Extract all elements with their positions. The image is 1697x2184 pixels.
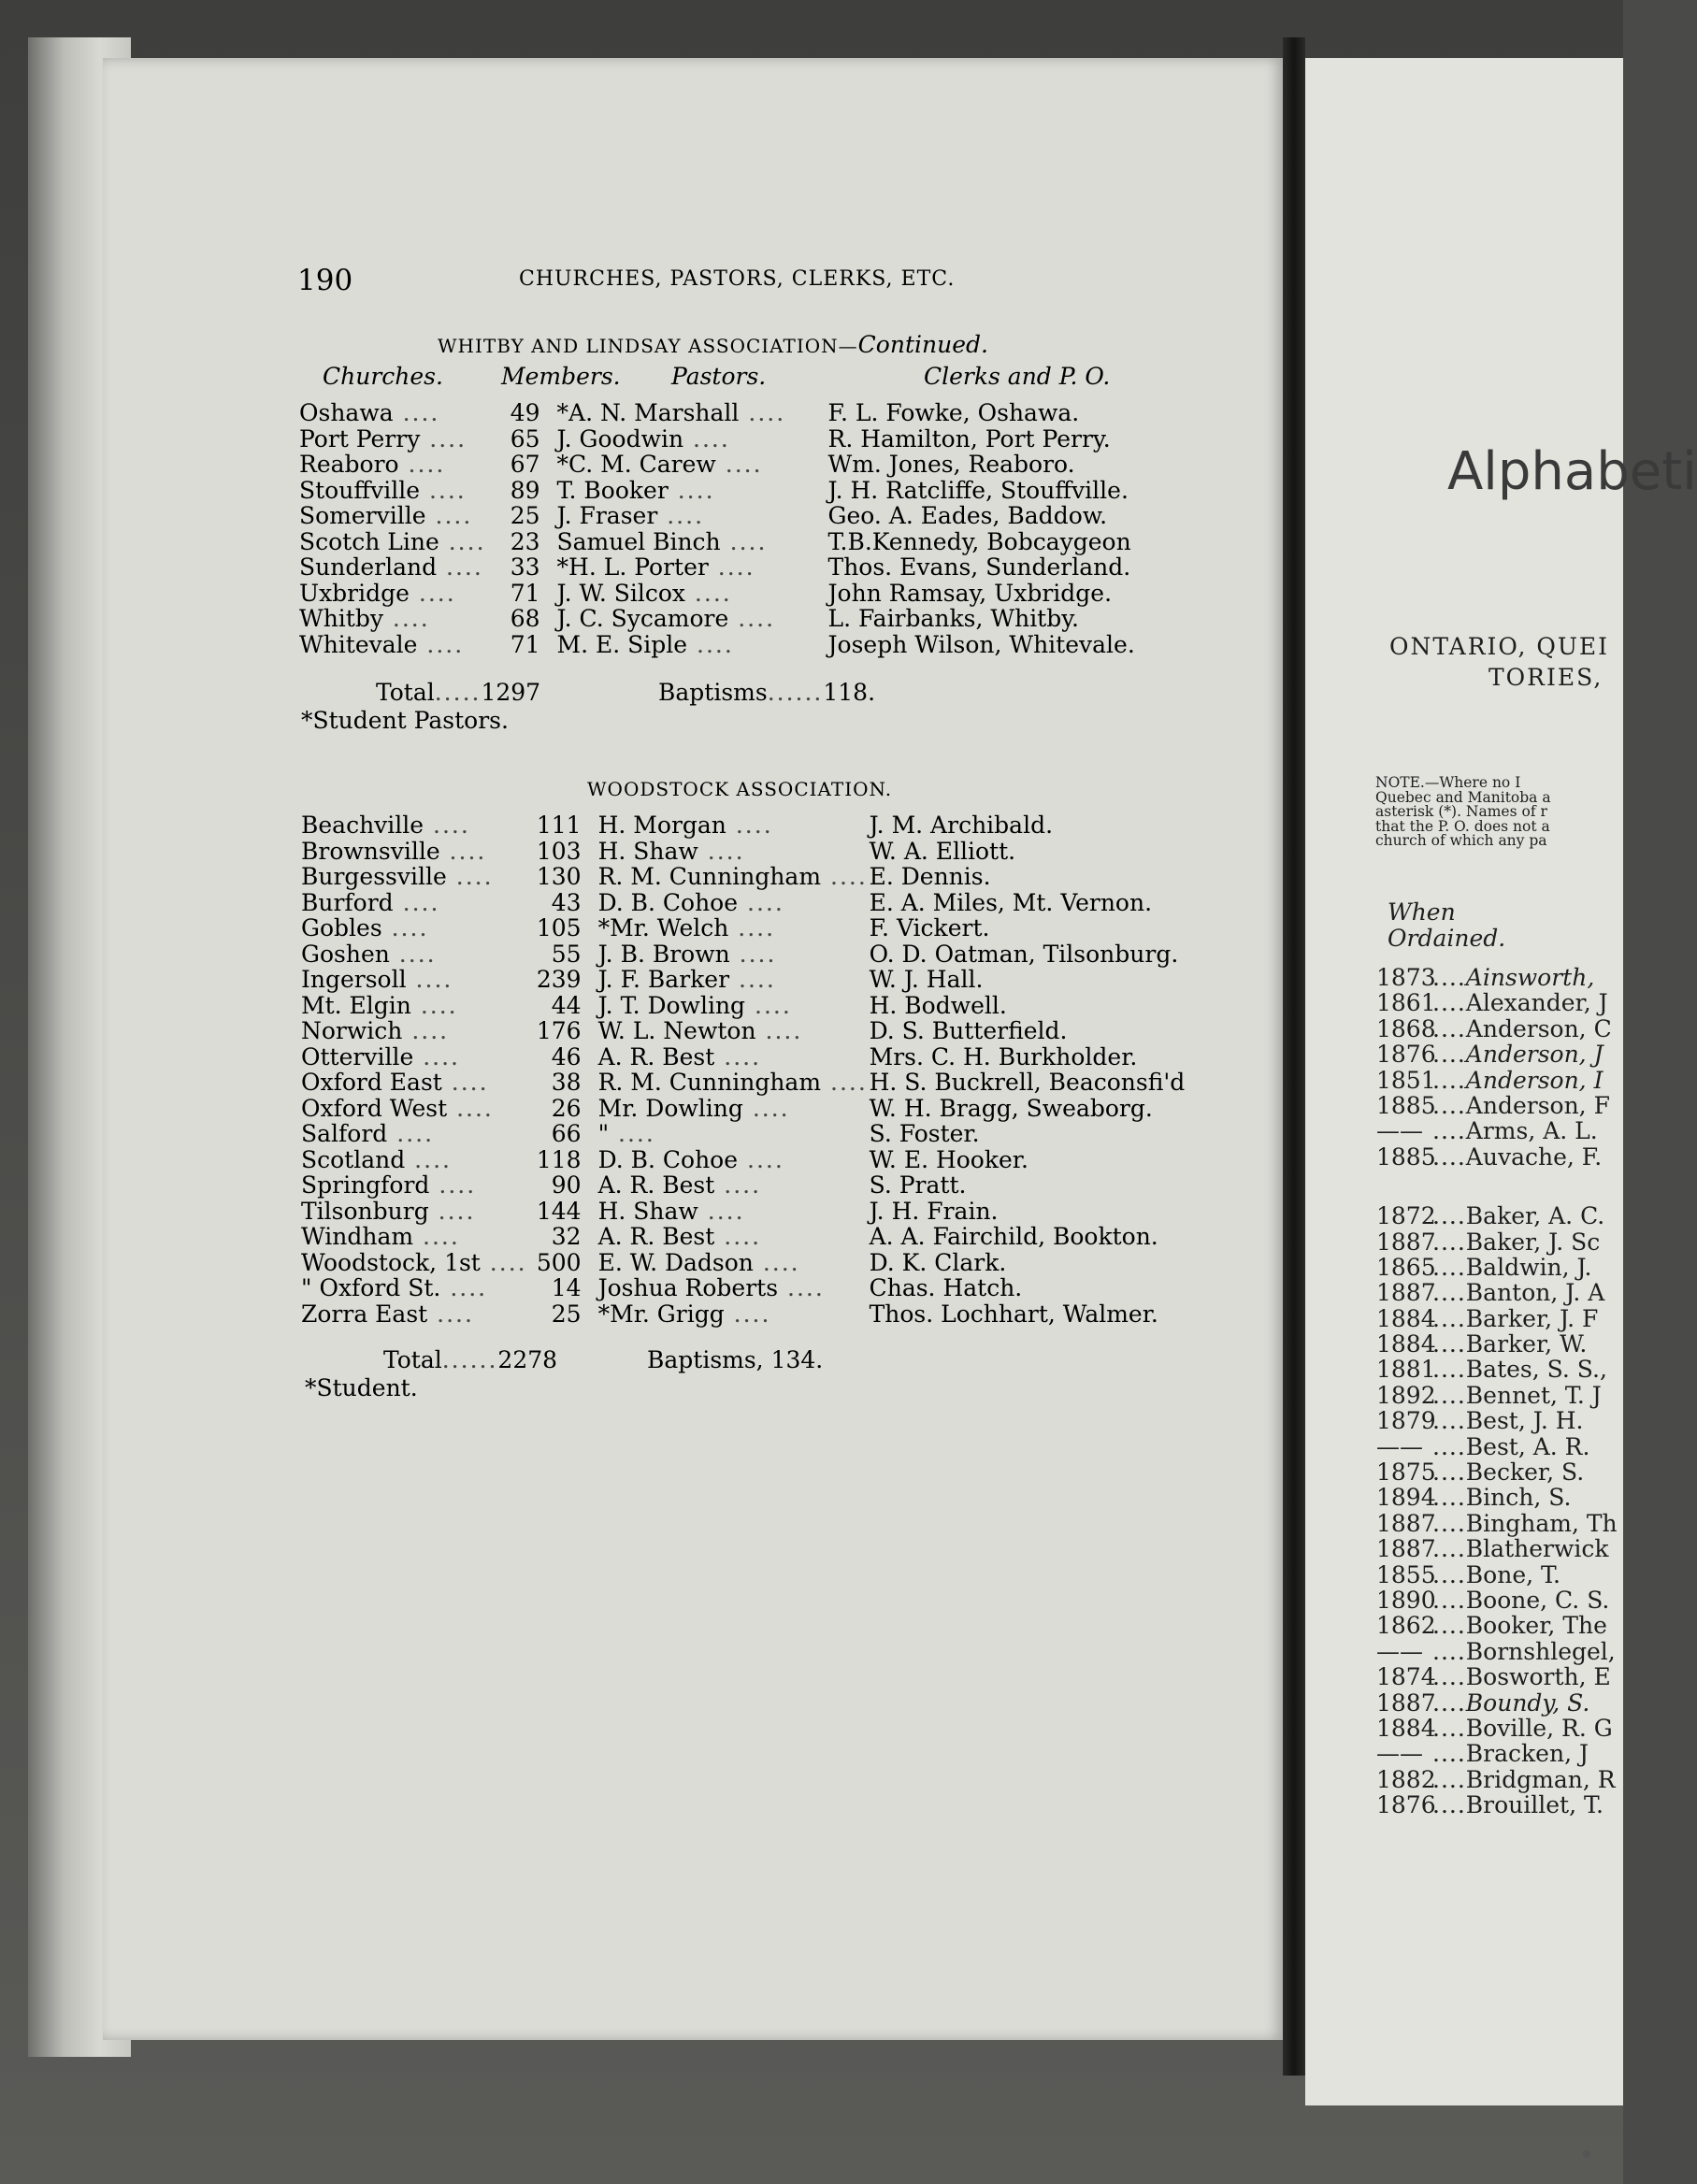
whitby-total-label: Total — [376, 679, 435, 706]
pastor-name: Bingham, Th — [1465, 1509, 1618, 1537]
ordained-year: 1872 — [1376, 1202, 1436, 1230]
ordained-year: 1885 — [1376, 1091, 1436, 1119]
clerk-cell: J. H. Frain. — [869, 1197, 999, 1225]
page-mark — [1583, 2150, 1590, 2158]
whitby-baptisms-label: Baptisms — [658, 679, 768, 706]
table-row — [299, 400, 1135, 426]
header-pastors: Pastors. — [671, 363, 767, 390]
members-cell: 71 — [510, 630, 540, 658]
pastor-name: Anderson, F — [1465, 1091, 1610, 1119]
pastor-cell: J. Goodwin .... — [556, 424, 730, 453]
list-item: 1872....Baker, A. C. — [1376, 1202, 1605, 1230]
pastor-name: Boone, C. S. — [1465, 1586, 1610, 1614]
table-row — [301, 993, 1185, 1019]
list-item: 1861....Alexander, J — [1376, 989, 1608, 1017]
church-cell: Port Perry .... — [299, 424, 467, 453]
pastor-name: Bone, T. — [1465, 1560, 1560, 1588]
right-page-note — [1375, 776, 1551, 849]
pastor-index-list — [1376, 965, 1618, 1818]
list-item: 1855....Bone, T. — [1376, 1560, 1560, 1588]
table-row — [301, 1070, 1185, 1096]
pastor-name: Becker, S. — [1465, 1458, 1585, 1487]
pastor-cell: R. M. Cunningham .... — [597, 1069, 868, 1096]
table-row — [301, 1121, 1185, 1147]
clerk-cell: Thos. Evans, Sunderland. — [827, 553, 1131, 581]
note-line: church of which any pa — [1375, 832, 1547, 849]
ordained-year: 1875 — [1376, 1458, 1436, 1487]
ordained-year: 1887 — [1376, 1228, 1436, 1256]
woodstock-total-label: Total — [383, 1346, 442, 1373]
members-cell: 90 — [551, 1171, 582, 1199]
whitby-baptisms-value: 118. — [823, 679, 876, 706]
ordained-year: 1861 — [1376, 989, 1436, 1017]
clerk-cell: L. Fairbanks, Whitby. — [827, 605, 1079, 632]
church-cell: Gobles .... — [301, 914, 429, 941]
table-row — [299, 554, 1135, 581]
whitby-baptisms: Baptisms......118. — [658, 679, 876, 706]
church-cell: Salford .... — [301, 1120, 435, 1147]
members-cell: 105 — [536, 914, 582, 941]
table-row — [301, 941, 1185, 968]
clerk-cell: A. A. Fairchild, Bookton. — [869, 1223, 1158, 1250]
church-cell: Whitby .... — [299, 605, 430, 632]
ordained-year: —— — [1376, 1432, 1423, 1460]
pastor-cell: J. W. Silcox .... — [556, 579, 732, 607]
list-item: 1884....Barker, J. F — [1376, 1304, 1599, 1332]
clerk-cell: D. S. Butterfield. — [869, 1017, 1068, 1044]
table-row — [301, 967, 1185, 993]
pastor-cell: A. R. Best .... — [597, 1171, 762, 1199]
ordained-year: 1876 — [1376, 1791, 1436, 1819]
header-clerks: Clerks and P. O. — [924, 363, 1111, 390]
church-cell: Tilsonburg .... — [301, 1197, 476, 1225]
ordained-year: 1892 — [1376, 1381, 1436, 1409]
pastor-cell: *Mr. Welch .... — [597, 914, 776, 941]
pastor-cell: *A. N. Marshall .... — [556, 399, 786, 426]
members-cell: 33 — [510, 553, 540, 581]
list-item: 1876....Brouillet, T. — [1376, 1791, 1604, 1819]
woodstock-footnote: *Student. — [305, 1374, 418, 1401]
list-item: 1882....Bridgman, R — [1376, 1765, 1616, 1793]
members-cell: 71 — [510, 579, 540, 607]
pastor-name: Brouillet, T. — [1465, 1791, 1604, 1819]
clerk-cell: Chas. Hatch. — [869, 1274, 1023, 1301]
table-row — [301, 839, 1185, 865]
members-cell: 176 — [536, 1017, 582, 1044]
whitby-total: Total.....1297 — [376, 679, 541, 706]
members-cell: 49 — [510, 399, 540, 426]
pastor-name: Auvache, F. — [1465, 1142, 1603, 1171]
members-cell: 25 — [551, 1300, 582, 1328]
church-cell: Scotch Line .... — [299, 527, 486, 555]
ordained-year: 1865 — [1376, 1253, 1436, 1281]
clerk-cell: W. J. Hall. — [869, 966, 984, 993]
woodstock-total: Total......2278 — [383, 1346, 558, 1373]
pastor-cell: Joshua Roberts .... — [597, 1274, 825, 1301]
clerk-cell: W. H. Bragg, Sweaborg. — [869, 1094, 1153, 1122]
clerk-cell: J. M. Archibald. — [869, 812, 1054, 839]
church-cell: Beachville .... — [301, 812, 470, 839]
clerk-cell: Wm. Jones, Reaboro. — [827, 451, 1075, 478]
list-item: 1887....Bingham, Th — [1376, 1509, 1618, 1537]
list-item: 1884....Boville, R. G — [1376, 1714, 1613, 1742]
clerk-cell: E. Dennis. — [869, 863, 991, 890]
members-cell: 66 — [551, 1120, 582, 1147]
members-cell: 23 — [510, 527, 540, 555]
note-line: asterisk (*). Names of r — [1375, 803, 1547, 820]
woodstock-total-value: 2278 — [497, 1346, 558, 1373]
church-cell: Goshen .... — [301, 940, 437, 968]
clerk-cell: T.B.Kennedy, Bobcaygeon — [827, 527, 1131, 555]
church-cell: Scotland .... — [301, 1145, 452, 1173]
members-cell: 44 — [551, 991, 582, 1019]
ordained-year: 1876 — [1376, 1041, 1436, 1069]
church-cell: Sunderland .... — [299, 553, 483, 581]
ordained-year: —— — [1376, 1117, 1423, 1145]
list-item: 1865....Baldwin, J. — [1376, 1253, 1592, 1281]
section-continued-label: Continued. — [857, 331, 988, 358]
list-item: 1851....Anderson, I — [1376, 1066, 1604, 1094]
list-item: 1885....Auvache, F. — [1376, 1142, 1603, 1171]
ordained-year: 1855 — [1376, 1560, 1436, 1588]
table-row — [301, 915, 1185, 941]
members-cell: 144 — [536, 1197, 582, 1225]
ordained-year: 1887 — [1376, 1535, 1436, 1563]
page-number: 190 — [297, 264, 353, 297]
woodstock-table — [301, 812, 1185, 1327]
clerk-cell: Geo. A. Eades, Baddow. — [827, 502, 1108, 529]
pastor-cell: J. F. Barker .... — [597, 966, 776, 993]
clerk-cell: F. Vickert. — [869, 914, 990, 941]
ordained-year: 1879 — [1376, 1407, 1436, 1435]
members-cell: 89 — [510, 476, 540, 504]
pastor-name: Baker, J. Sc — [1465, 1228, 1601, 1256]
ordained-year: —— — [1376, 1637, 1423, 1665]
ordained-year: 1874 — [1376, 1663, 1436, 1691]
clerk-cell: H. Bodwell. — [869, 991, 1007, 1019]
pastor-name: Alexander, J — [1465, 989, 1608, 1017]
pastor-name: Anderson, I — [1465, 1066, 1604, 1094]
list-item: —— ....Arms, A. L. — [1376, 1117, 1598, 1145]
members-cell: 32 — [551, 1223, 582, 1250]
clerk-cell: W. A. Elliott. — [869, 837, 1016, 865]
ordained-year: 1884 — [1376, 1304, 1436, 1332]
pastor-cell: J. Fraser .... — [556, 502, 705, 529]
table-row — [301, 1199, 1185, 1225]
members-cell: 500 — [536, 1248, 582, 1276]
pastor-cell: W. L. Newton .... — [597, 1017, 803, 1044]
table-row — [301, 1018, 1185, 1044]
members-cell: 65 — [510, 424, 540, 453]
church-cell: " Oxford St. .... — [301, 1274, 488, 1301]
pastor-cell: H. Morgan .... — [597, 812, 773, 839]
pastor-name: Ainsworth, — [1465, 964, 1595, 991]
table-row — [299, 632, 1135, 658]
pastor-cell: T. Booker .... — [556, 476, 715, 504]
ordained-year: 1868 — [1376, 1014, 1436, 1042]
list-item: 1868....Anderson, C — [1376, 1014, 1612, 1042]
section-title-woodstock: WOODSTOCK ASSOCIATION. — [587, 778, 893, 800]
clerk-cell: Mrs. C. H. Burkholder. — [869, 1042, 1138, 1070]
ordained-year: 1887 — [1376, 1509, 1436, 1537]
members-cell: 26 — [551, 1094, 582, 1122]
ordained-year: 1851 — [1376, 1066, 1436, 1094]
members-cell: 46 — [551, 1042, 582, 1070]
ordained-year: —— — [1376, 1740, 1423, 1768]
clerk-cell: E. A. Miles, Mt. Vernon. — [869, 888, 1153, 916]
pastor-cell: J. T. Dowling .... — [597, 991, 792, 1019]
pastor-name: Bracken, J — [1465, 1740, 1589, 1768]
ordained-header-line-1: When — [1388, 898, 1456, 926]
members-cell: 118 — [536, 1145, 582, 1173]
church-cell: Oshawa .... — [299, 399, 440, 426]
members-cell: 38 — [551, 1069, 582, 1096]
members-cell: 111 — [536, 812, 582, 839]
list-item: 1875....Becker, S. — [1376, 1458, 1585, 1487]
list-item: 1874....Bosworth, E — [1376, 1663, 1611, 1691]
members-cell: 68 — [510, 605, 540, 632]
table-row — [301, 1096, 1185, 1122]
list-item: 1892....Bennet, T. J — [1376, 1381, 1602, 1409]
pastor-name: Binch, S. — [1465, 1484, 1572, 1512]
table-row — [301, 812, 1185, 839]
right-page-subtitle-1: ONTARIO, QUEI — [1389, 633, 1610, 660]
book-gutter — [1283, 37, 1305, 2076]
members-cell: 130 — [536, 863, 582, 890]
members-cell: 25 — [510, 502, 540, 529]
table-row — [299, 581, 1135, 607]
church-cell: Ingersoll .... — [301, 966, 453, 993]
pastor-cell: A. R. Best .... — [597, 1042, 762, 1070]
church-cell: Oxford West .... — [301, 1094, 494, 1122]
clerk-cell: Thos. Lochhart, Walmer. — [869, 1300, 1158, 1328]
church-cell: Burford .... — [301, 888, 440, 916]
list-item: 1887....Baker, J. Sc — [1376, 1228, 1601, 1256]
pastor-cell: H. Shaw .... — [597, 837, 745, 865]
church-cell: Windham .... — [301, 1223, 460, 1250]
ordained-year: 1884 — [1376, 1714, 1436, 1742]
table-row — [299, 503, 1135, 529]
pastor-name: Bennet, T. J — [1465, 1381, 1602, 1409]
pastor-name: Banton, J. A — [1465, 1279, 1605, 1307]
church-cell: Norwich .... — [301, 1017, 450, 1044]
list-item: 1890....Boone, C. S. — [1376, 1586, 1610, 1614]
church-cell: Woodstock, 1st .... — [301, 1248, 527, 1276]
church-cell: Brownsville .... — [301, 837, 487, 865]
pastor-name: Best, J. H. — [1465, 1407, 1584, 1435]
ordained-year: 1862 — [1376, 1612, 1436, 1640]
table-row — [299, 426, 1135, 453]
pastor-name: Arms, A. L. — [1465, 1117, 1598, 1145]
list-item: 1887....Blatherwick — [1376, 1535, 1609, 1563]
church-cell: Oxford East .... — [301, 1069, 489, 1096]
pastor-cell: *Mr. Grigg .... — [597, 1300, 771, 1328]
whitby-total-value: 1297 — [481, 679, 541, 706]
list-item: 1894....Binch, S. — [1376, 1484, 1572, 1512]
ordained-year: 1890 — [1376, 1586, 1436, 1614]
list-item: 1884....Barker, W. — [1376, 1330, 1588, 1358]
list-item: 1881....Bates, S. S., — [1376, 1356, 1607, 1384]
pastor-name: Blatherwick — [1465, 1535, 1609, 1563]
section-title-whitby-text: WHITBY AND LINDSAY ASSOCIATION— — [438, 335, 858, 357]
table-row — [299, 478, 1135, 504]
table-row — [299, 452, 1135, 478]
note-line: that the P. O. does not a — [1375, 817, 1550, 835]
note-line: NOTE.—Where no I — [1375, 774, 1521, 791]
list-item: —— ....Bornshlegel, — [1376, 1637, 1616, 1665]
ordained-year: 1887 — [1376, 1688, 1436, 1717]
table-row — [299, 606, 1135, 632]
running-title: CHURCHES, PASTORS, CLERKS, ETC. — [519, 267, 956, 291]
clerk-cell: J. H. Ratcliffe, Stouffville. — [827, 476, 1129, 504]
ordained-year: 1881 — [1376, 1356, 1436, 1384]
members-cell: 67 — [510, 451, 540, 478]
pastor-cell: D. B. Cohoe .... — [597, 888, 784, 916]
ordained-column-header — [1388, 899, 1505, 952]
whitby-table — [299, 400, 1135, 657]
ordained-year: 1873 — [1376, 964, 1436, 991]
pastor-cell: D. B. Cohoe .... — [597, 1145, 784, 1173]
pastor-cell: M. E. Siple .... — [556, 630, 734, 658]
table-row — [299, 529, 1135, 555]
pastor-cell: R. M. Cunningham .... — [597, 863, 868, 890]
list-item: —— ....Bracken, J — [1376, 1740, 1589, 1768]
clerk-cell: S. Foster. — [869, 1120, 980, 1147]
church-cell: Mt. Elgin .... — [301, 991, 458, 1019]
table-row — [301, 1301, 1185, 1328]
pastor-cell: J. B. Brown .... — [597, 940, 777, 968]
list-item: 1885....Anderson, F — [1376, 1091, 1610, 1119]
ordained-year: 1887 — [1376, 1279, 1436, 1307]
pastor-name: Boville, R. G — [1465, 1714, 1613, 1742]
pastor-cell: H. Shaw .... — [597, 1197, 745, 1225]
ordained-year: 1894 — [1376, 1484, 1436, 1512]
ordained-year: 1885 — [1376, 1142, 1436, 1171]
members-cell: 239 — [536, 966, 582, 993]
church-cell: Whitevale .... — [299, 630, 465, 658]
pastor-cell: Samuel Binch .... — [556, 527, 768, 555]
table-row — [301, 1275, 1185, 1301]
members-cell: 103 — [536, 837, 582, 865]
table-row — [301, 1044, 1185, 1070]
pastor-name: Booker, The — [1465, 1612, 1607, 1640]
pastor-cell: J. C. Sycamore .... — [556, 605, 776, 632]
pastor-cell: *H. L. Porter .... — [556, 553, 755, 581]
church-cell: Zorra East .... — [301, 1300, 474, 1328]
church-cell: Reaboro .... — [299, 451, 446, 478]
pastor-name: Anderson, J — [1465, 1041, 1604, 1069]
right-page-subtitle-2: TORIES, — [1488, 664, 1604, 691]
pastor-name: Bridgman, R — [1465, 1765, 1616, 1793]
pastor-cell: A. R. Best .... — [597, 1223, 762, 1250]
header-churches: Churches. — [323, 363, 443, 390]
pastor-name: Boundy, S. — [1465, 1688, 1590, 1717]
pastor-cell: *C. M. Carew .... — [556, 451, 763, 478]
pastor-name: Baker, A. C. — [1465, 1202, 1605, 1230]
clerk-cell: S. Pratt. — [869, 1171, 967, 1199]
whitby-footnote: *Student Pastors. — [301, 707, 509, 734]
table-row — [301, 1147, 1185, 1173]
clerk-cell: H. S. Buckrell, Beaconsfi'd — [869, 1069, 1186, 1096]
list-item: —— ....Best, A. R. — [1376, 1432, 1590, 1460]
clerk-cell: D. K. Clark. — [869, 1248, 1007, 1276]
ordained-year: 1882 — [1376, 1765, 1436, 1793]
church-cell: Stouffville .... — [299, 476, 467, 504]
church-cell: Springford .... — [301, 1171, 477, 1199]
table-row — [301, 1250, 1185, 1276]
table-row — [301, 1224, 1185, 1250]
list-item: 1862....Booker, The — [1376, 1612, 1607, 1640]
list-item: 1879....Best, J. H. — [1376, 1407, 1584, 1435]
pastor-name: Bates, S. S., — [1465, 1356, 1607, 1384]
pastor-cell: " .... — [597, 1120, 655, 1147]
pastor-name: Barker, W. — [1465, 1330, 1588, 1358]
right-page-title: Alphabeti — [1447, 441, 1697, 502]
clerk-cell: Joseph Wilson, Whitevale. — [827, 630, 1135, 658]
members-cell: 55 — [551, 940, 582, 968]
clerk-cell: W. E. Hooker. — [869, 1145, 1028, 1173]
list-item: 1876....Anderson, J — [1376, 1041, 1604, 1069]
church-cell: Uxbridge .... — [299, 579, 456, 607]
list-item: 1873....Ainsworth, — [1376, 964, 1595, 991]
pastor-cell: Mr. Dowling .... — [597, 1094, 790, 1122]
pastor-name: Baldwin, J. — [1465, 1253, 1592, 1281]
clerk-cell: O. D. Oatman, Tilsonburg. — [869, 940, 1179, 968]
pastor-name: Bornshlegel, — [1465, 1637, 1616, 1665]
pastor-cell: E. W. Dadson .... — [597, 1248, 800, 1276]
church-cell: Otterville .... — [301, 1042, 460, 1070]
church-cell: Burgessville .... — [301, 863, 494, 890]
table-row — [301, 864, 1185, 890]
note-line: Quebec and Manitoba a — [1375, 788, 1551, 806]
pastor-name: Barker, J. F — [1465, 1304, 1599, 1332]
header-members: Members. — [501, 363, 621, 390]
right-page — [1305, 58, 1697, 2105]
table-row — [301, 890, 1185, 916]
clerk-cell: John Ramsay, Uxbridge. — [827, 579, 1113, 607]
members-cell: 43 — [551, 888, 582, 916]
woodstock-baptisms: Baptisms, 134. — [647, 1346, 824, 1373]
members-cell: 14 — [551, 1274, 582, 1301]
ordained-year: 1884 — [1376, 1330, 1436, 1358]
table-row — [301, 1172, 1185, 1199]
clerk-cell: R. Hamilton, Port Perry. — [827, 424, 1111, 453]
list-item: 1887....Banton, J. A — [1376, 1279, 1605, 1307]
clerk-cell: F. L. Fowke, Oshawa. — [827, 399, 1080, 426]
section-title-whitby — [438, 331, 988, 358]
church-cell: Somerville .... — [299, 502, 473, 529]
pastor-name: Best, A. R. — [1465, 1432, 1590, 1460]
list-item: 1887....Boundy, S. — [1376, 1688, 1590, 1717]
ordained-header-line-2: Ordained. — [1388, 925, 1506, 952]
pastor-name: Bosworth, E — [1465, 1663, 1611, 1691]
pastor-name: Anderson, C — [1465, 1014, 1612, 1042]
